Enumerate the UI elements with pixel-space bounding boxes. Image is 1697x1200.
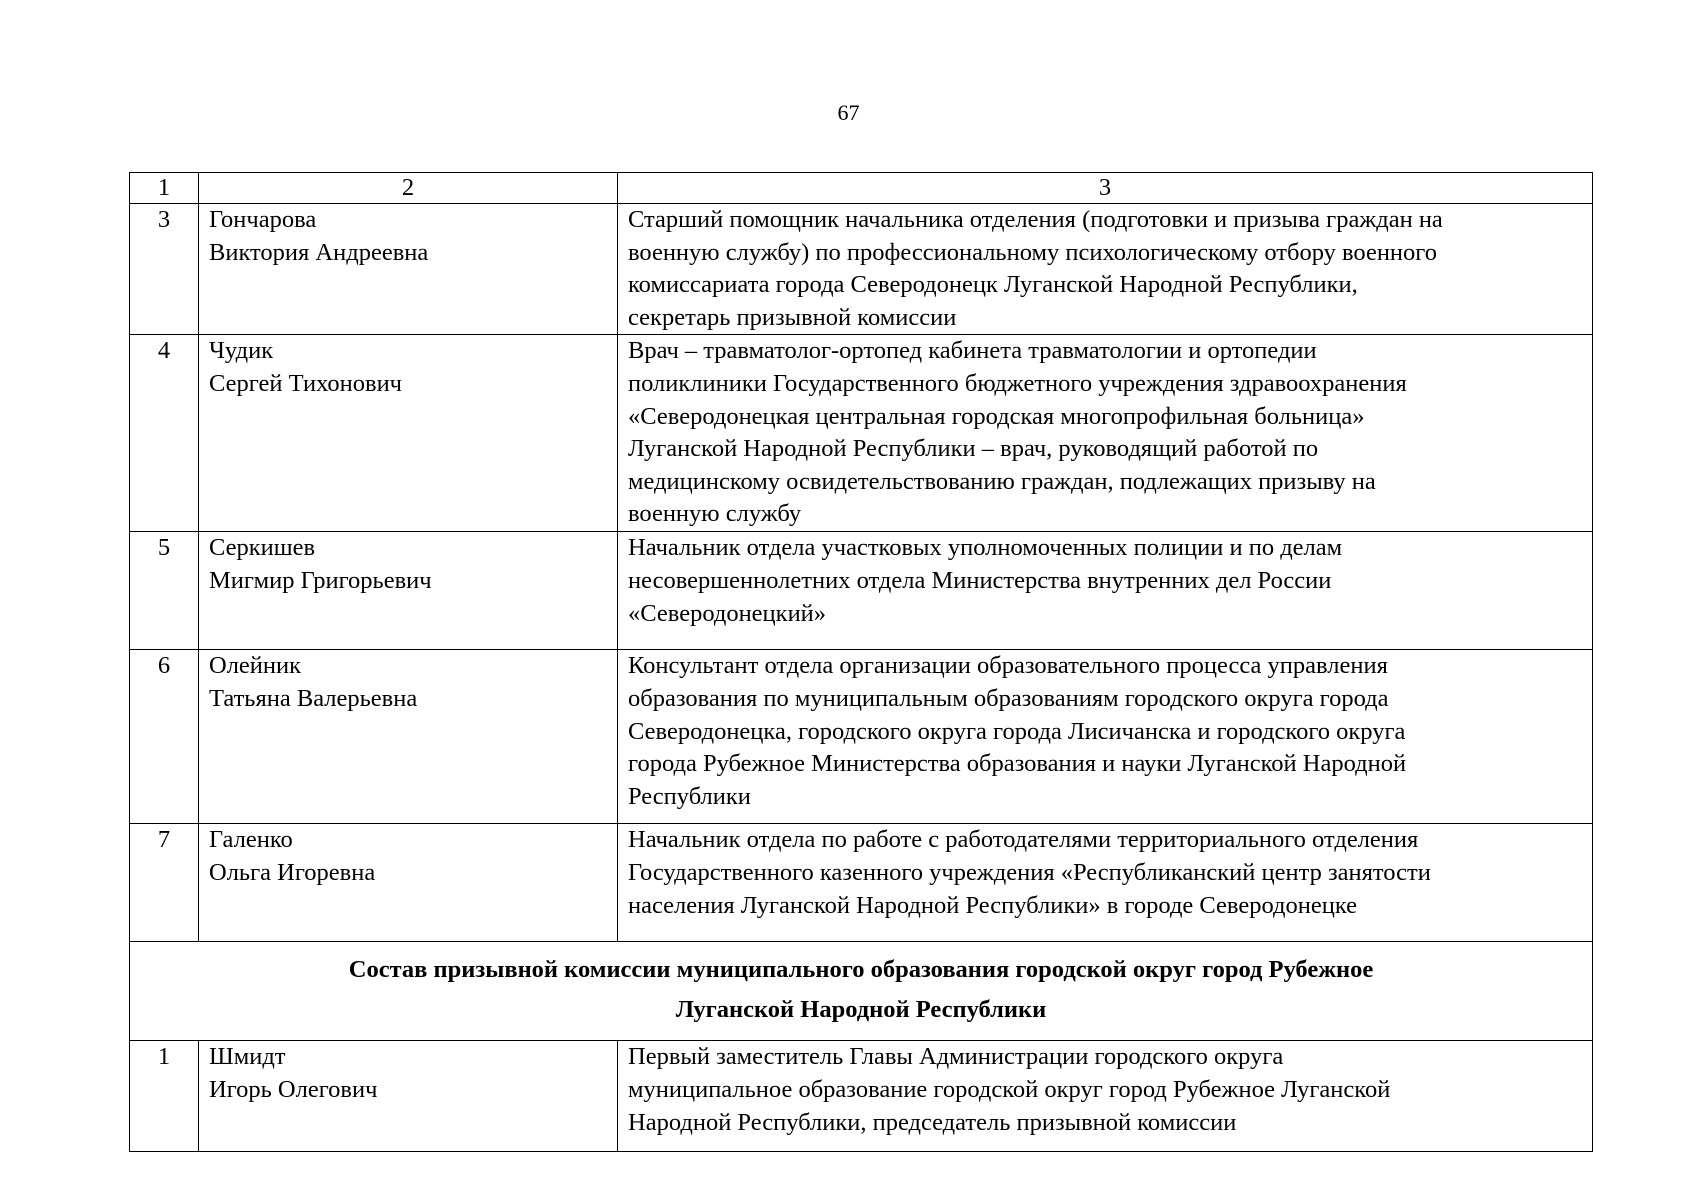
section-heading-line-2: Луганской Народной Республики (675, 996, 1047, 1024)
table-row (130, 824, 1593, 942)
member-name (199, 650, 618, 824)
member-surname: Чудик (209, 337, 274, 365)
member-name (199, 204, 618, 335)
row-number: 3 (130, 204, 199, 335)
member-role (618, 650, 1593, 824)
member-given-names: Мигмир Григорьевич (209, 566, 432, 594)
member-given-names: Ольга Игоревна (209, 858, 376, 886)
member-role-text: Начальник отдела участковых уполномоченных полиции и по делам несовершеннолетних отдела Министерства внутренних дел России «Северодонецкий» (628, 534, 1343, 627)
column-number-2: 2 (199, 173, 618, 204)
member-surname: Шмидт (209, 1043, 286, 1071)
row-number: 7 (130, 824, 199, 942)
section-heading-row (130, 942, 1593, 1041)
member-name (199, 532, 618, 650)
page-number: 67 (837, 100, 860, 125)
member-surname: Гончарова (209, 206, 317, 233)
member-name (199, 335, 618, 532)
column-number-3: 3 (618, 173, 1593, 204)
column-number-1: 1 (130, 173, 199, 204)
member-role-text: Первый заместитель Главы Администрации городского округа муниципальное образование городской округ город Рубежное Луганской Народной Республики, председатель призывной комиссии (628, 1043, 1391, 1136)
column-number-header-row (130, 173, 1593, 204)
member-role-text: Старший помощник начальника отделения (подготовки и призыва граждан на военную службу) по профессиональному психологическому отбору военного комиссариата города Северодонецк Луганской Народной Республики, секретарь призывной комиссии (628, 206, 1443, 331)
member-given-names: Татьяна Валерьевна (209, 684, 418, 712)
table-row (130, 1041, 1593, 1152)
table-row (130, 650, 1593, 824)
member-given-names: Сергей Тихонович (209, 369, 402, 397)
section-heading (130, 942, 1593, 1041)
member-given-names: Виктория Андреевна (209, 238, 429, 266)
member-role (618, 532, 1593, 650)
section-heading-line-1: Состав призывной комиссии муниципального образования городской округ город Рубежное (348, 956, 1374, 984)
member-role (618, 335, 1593, 532)
member-role-text: Начальник отдела по работе с работодателями территориального отделения Государственного казенного учреждения «Республиканский центр занятости населения Луганской Народной Республики» в городе Северодонецке (628, 826, 1431, 919)
member-role-text: Консультант отдела организации образовательного процесса управления образования по муниципальным образованиям городского округа города Северодонецка, городского округа города Лисичанска и городского округа города Рубежное Министерства образования и науки Луганской Народной Республики (628, 652, 1407, 810)
member-role (618, 204, 1593, 335)
commission-members-table (129, 172, 1593, 1152)
row-number: 6 (130, 650, 199, 824)
row-number: 5 (130, 532, 199, 650)
row-number: 1 (130, 1041, 199, 1152)
member-role (618, 824, 1593, 942)
member-surname: Олейник (209, 652, 302, 680)
member-role-text: Врач – травматолог-ортопед кабинета травматологии и ортопедии поликлиники Государственного бюджетного учреждения здравоохранения «Северодонецкая центральная городская многопрофильная больница» Луганской Народной Республики – врач, руководящий работой по медицинскому освидетельствованию граждан, подлежащих призыву на военную службу (628, 337, 1407, 528)
member-surname: Галенко (209, 826, 293, 854)
member-name (199, 824, 618, 942)
row-number: 4 (130, 335, 199, 532)
member-given-names: Игорь Олегович (209, 1075, 378, 1103)
member-role (618, 1041, 1593, 1152)
member-surname: Серкишев (209, 534, 316, 562)
table-row (130, 335, 1593, 532)
table-row (130, 532, 1593, 650)
table-row (130, 204, 1593, 335)
member-name (199, 1041, 618, 1152)
